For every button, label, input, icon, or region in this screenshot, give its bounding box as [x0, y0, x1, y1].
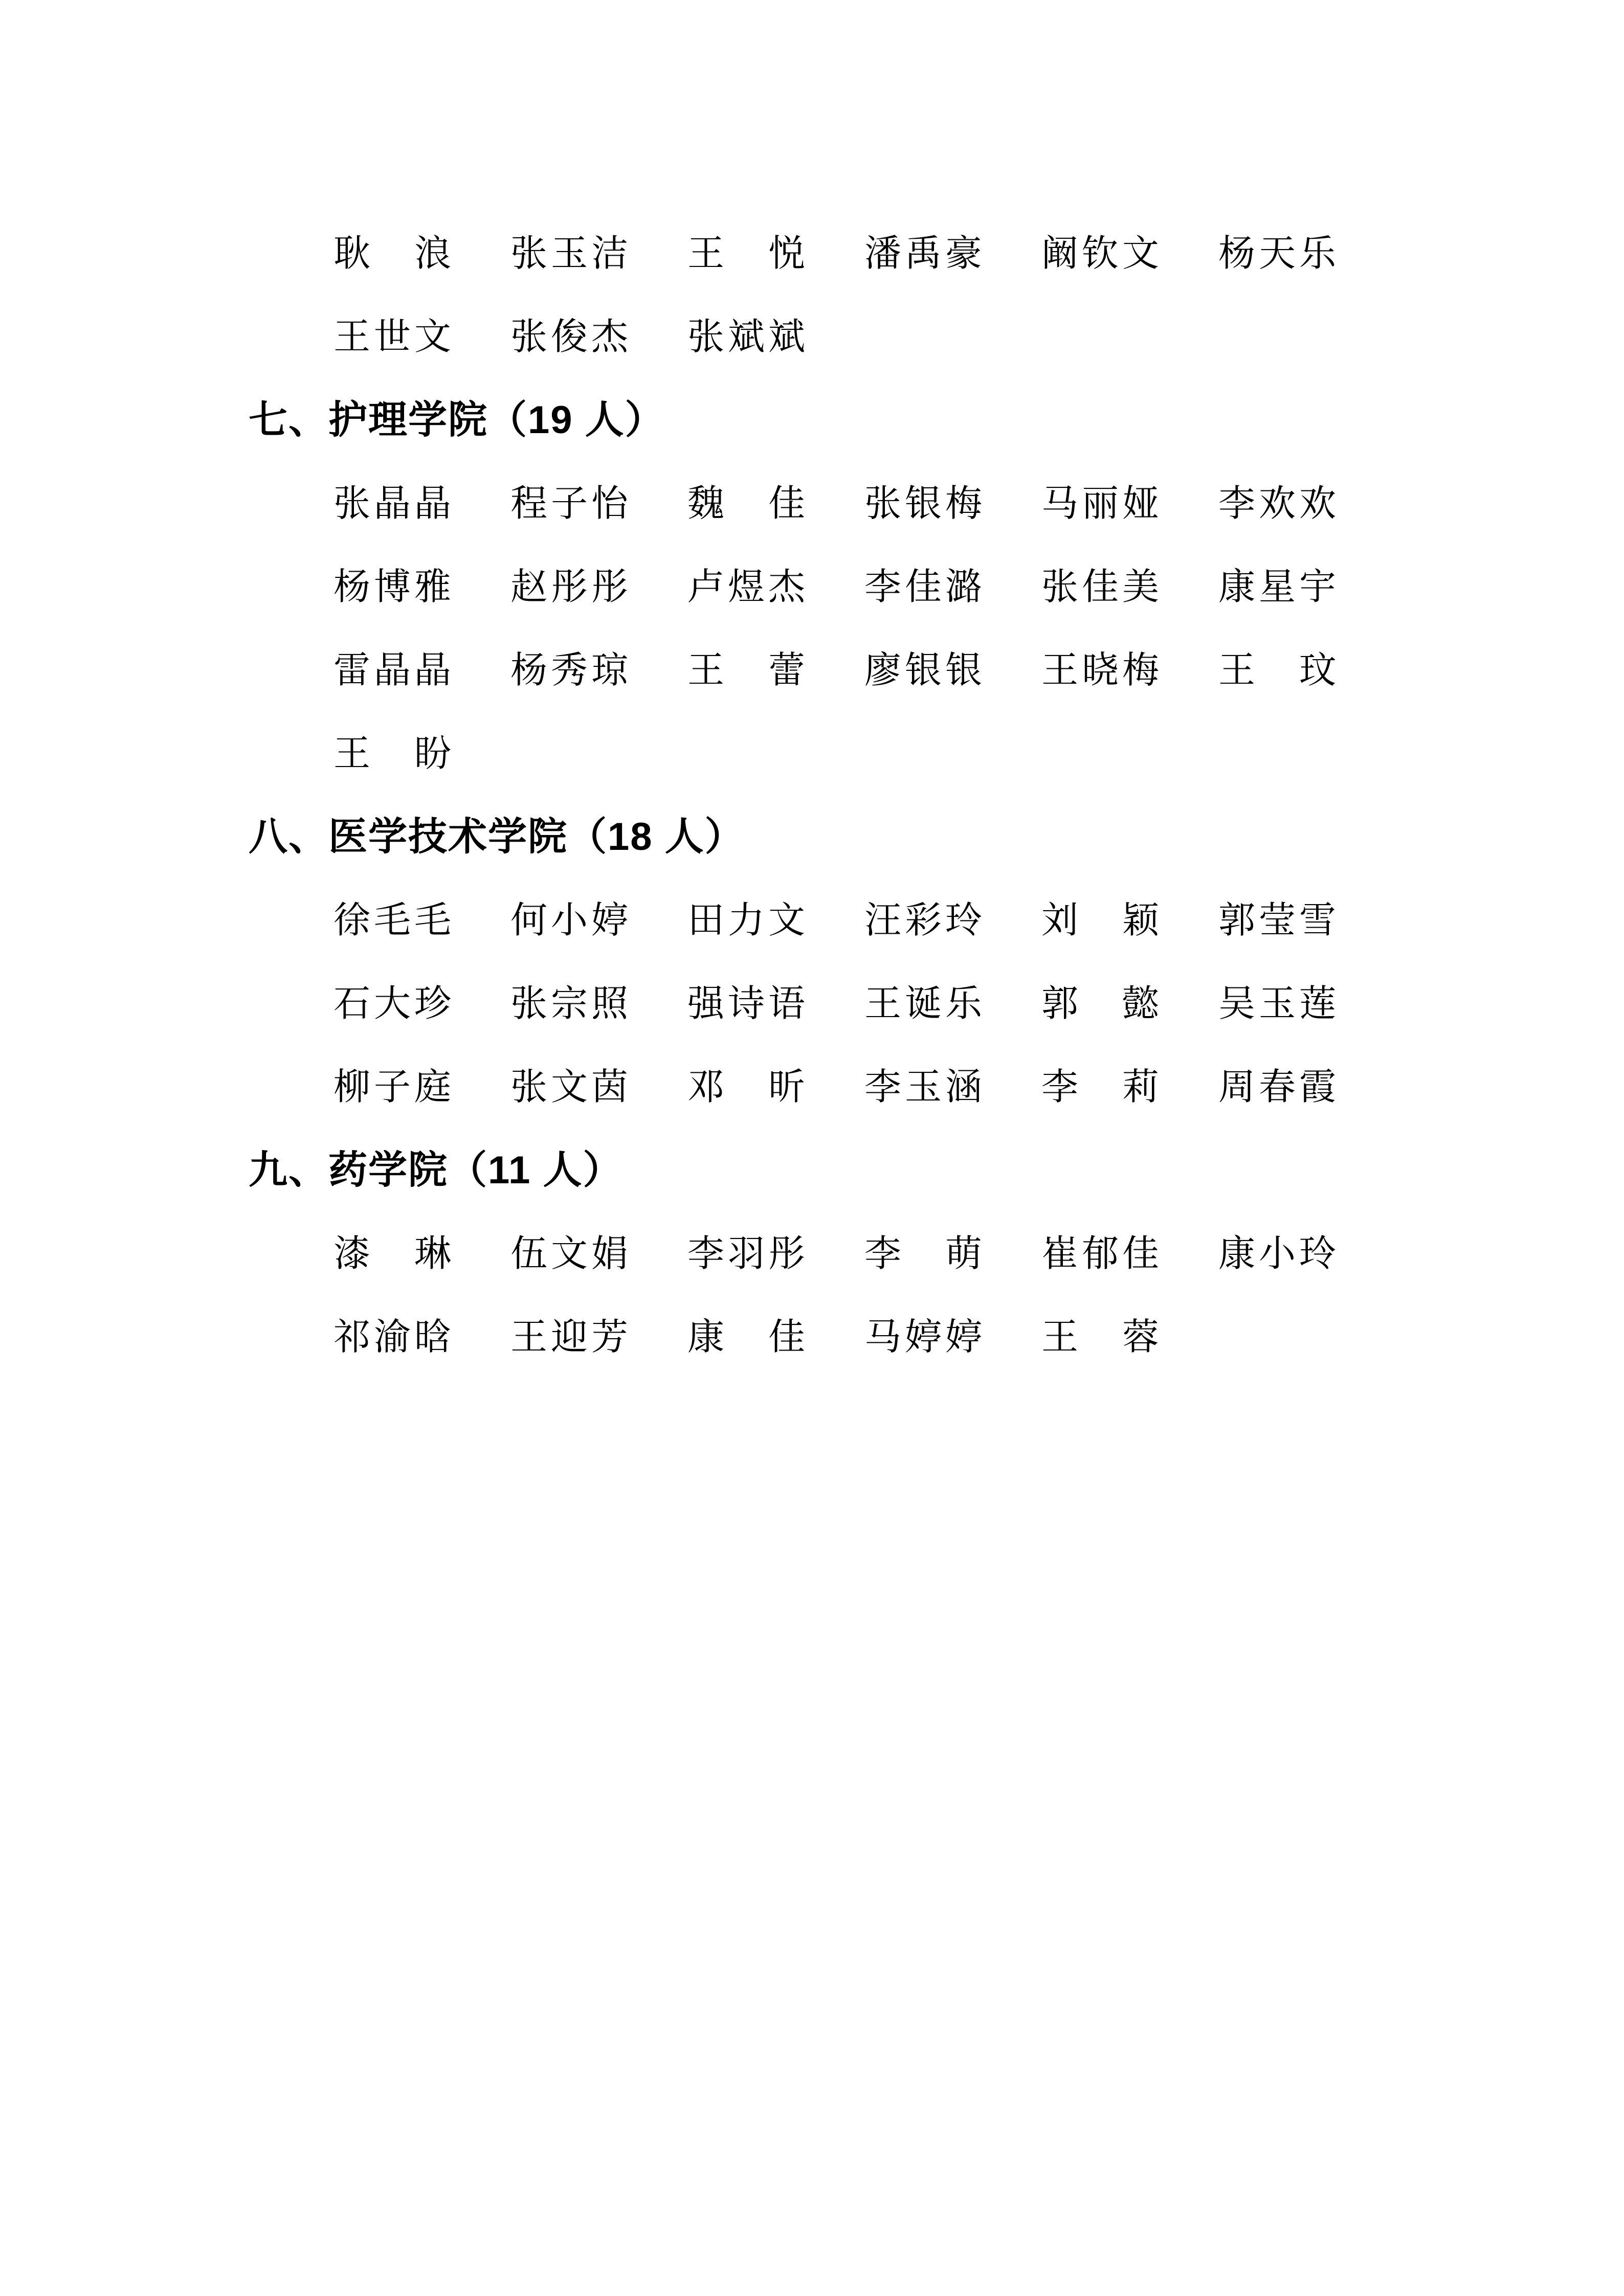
name-row	[333, 958, 1425, 1042]
student-name: 邓 昕	[687, 1066, 809, 1108]
student-name: 张文茵	[510, 1066, 632, 1108]
student-name: 张佳美	[1041, 566, 1163, 607]
student-name: 漆 琳	[333, 1233, 455, 1274]
student-name: 王诞乐	[864, 983, 986, 1024]
student-name: 阚钦文	[1041, 233, 1163, 274]
name-row	[333, 208, 1425, 291]
student-name: 王晓梅	[1041, 649, 1163, 691]
section-heading: 七、护理学院（19 人）	[249, 398, 665, 442]
student-name: 李佳潞	[864, 566, 986, 607]
student-name: 耿 浪	[333, 233, 455, 274]
name-row	[333, 625, 1425, 708]
student-name: 刘 颖	[1041, 899, 1163, 941]
student-name: 杨博雅	[333, 566, 455, 607]
student-name: 张俊杰	[510, 316, 632, 357]
student-name: 杨天乐	[1218, 233, 1340, 274]
student-name: 康星宇	[1218, 566, 1340, 607]
name-row	[333, 708, 1425, 792]
student-name: 王 玟	[1218, 649, 1340, 691]
student-name: 李玉涵	[864, 1066, 986, 1108]
student-name: 王 盼	[333, 733, 455, 774]
student-name: 石大珍	[333, 983, 455, 1024]
student-name: 徐毛毛	[333, 899, 455, 941]
student-name: 王 悦	[687, 233, 809, 274]
student-name: 魏 佳	[687, 483, 809, 524]
student-name: 程子怡	[510, 483, 632, 524]
student-name: 王世文	[333, 316, 455, 357]
student-name: 汪彩玲	[864, 899, 986, 941]
student-name: 马婷婷	[864, 1316, 986, 1358]
student-name: 吴玉莲	[1218, 983, 1340, 1024]
student-name: 张玉洁	[510, 233, 632, 274]
student-name: 张晶晶	[333, 483, 455, 524]
section-heading: 九、药学院（11 人）	[249, 1149, 623, 1192]
student-name: 王迎芳	[510, 1316, 632, 1358]
student-name: 何小婷	[510, 899, 632, 941]
student-name: 王 蕾	[687, 649, 809, 691]
student-name: 张斌斌	[687, 316, 809, 357]
name-row	[333, 1042, 1425, 1125]
student-name: 郭莹雪	[1218, 899, 1340, 941]
name-row	[333, 1208, 1425, 1292]
student-name: 张宗照	[510, 983, 632, 1024]
student-name: 李 萌	[864, 1233, 986, 1274]
student-name: 杨秀琼	[510, 649, 632, 691]
student-name: 柳子庭	[333, 1066, 455, 1108]
student-name: 田力文	[687, 899, 809, 941]
student-name: 李 莉	[1041, 1066, 1163, 1108]
student-name: 伍文娟	[510, 1233, 632, 1274]
name-row	[333, 875, 1425, 958]
student-name: 廖银银	[864, 649, 986, 691]
student-name: 周春霞	[1218, 1066, 1340, 1108]
student-name: 赵彤彤	[510, 566, 632, 607]
name-row	[333, 458, 1425, 542]
student-name: 祁渝晗	[333, 1316, 455, 1358]
student-name: 强诗语	[687, 983, 809, 1024]
student-name: 雷晶晶	[333, 649, 455, 691]
student-name: 张银梅	[864, 483, 986, 524]
name-row	[333, 542, 1425, 625]
student-name: 王 蓉	[1041, 1316, 1163, 1358]
student-name: 郭 懿	[1041, 983, 1163, 1024]
name-row	[333, 291, 1425, 375]
student-name: 崔郁佳	[1041, 1233, 1163, 1274]
student-name: 马丽娅	[1041, 483, 1163, 524]
student-name: 李羽彤	[687, 1233, 809, 1274]
section-heading: 八、医学技术学院（18 人）	[249, 815, 745, 859]
student-name: 卢煜杰	[687, 566, 809, 607]
name-row	[333, 1292, 1425, 1375]
student-name: 康小玲	[1218, 1233, 1340, 1274]
student-name: 潘禹豪	[864, 233, 986, 274]
student-name: 李欢欢	[1218, 483, 1340, 524]
document-body	[249, 208, 1425, 1375]
student-name: 康 佳	[687, 1316, 809, 1358]
